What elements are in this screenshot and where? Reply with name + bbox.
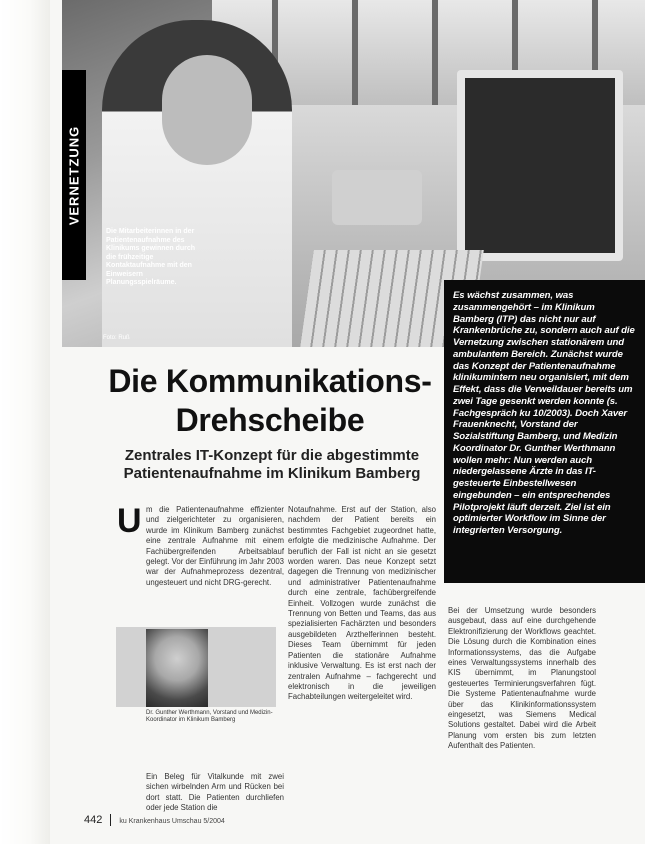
page-gutter [0,0,50,844]
magazine-name: ku Krankenhaus Umschau 5/2004 [119,818,225,825]
body-column-3 [448,606,596,752]
photo-credit: Foto: Ruß [103,335,130,341]
section-label-text: VERNETZUNG [66,125,82,225]
body-column-2-text: Notaufnahme. Erst auf der Station, also nachdem der Patient bereits ein bestimmtes Fachgebiet zugeordnet hatte, erfolgte die medizinische Aufnahme. Der beruflich der Fall ist nicht an sie gesetzt worden waren. Das neue Konzept setzt dagegen die Trennung von medizinischer und administrativer Patientenaufnahme durch eine zentrale, fachübergreifende Einheit. Vollzogen wurde zunächst die Trennung von Betten und Teams, das aus spezialisierten Fachärzten und besonders ausgebildeten Arzthelferinnen besteht. Dieses Team übernimmt für jeden Patienten die stationäre Aufnahme inklusive Verwaltung. Es ist erst nach der zentralen Aufnahme – fachgerecht und elektronisch in die jeweiligen Fachabteilungen weitergeleitet wird. [288,505,436,702]
portrait-caption: Dr. Gunther Werthmann, Vorstand und Medizin-Koordinator im Klinikum Bamberg [146,710,273,724]
page-number: 442 [84,814,103,826]
section-label [62,70,86,280]
body-column-1-continued [146,772,284,814]
photo-caption: Die Mitarbeiterinnen in der Patientenaufnahme des Klinikums gewinnen durch die frühzeitige Kontaktaufnahme mit den Einweisern Planungsspielräume. [106,228,196,286]
subheadline: Zentrales IT-Konzept für die abgestimmte Patientenaufnahme im Klinikum Bamberg [123,447,421,482]
photo-face [162,55,252,165]
intro-callout [444,280,645,583]
callout-text: Es wächst zusammen, was zusammengehört – im Klinikum Bamberg (ITP) das nicht nur auf Krankenbrüche zu, sondern auch auf die Vernetzung zwischen stationärem und ambulantem Bereich. Zunächst wurde das Konzept der Patientenaufnahme klinikumintern neu organisiert, mit dem Effekt, dass die Verweildauer bereits um zwei Tage gesenkt werden konnte (s. Fachgespräch ku 10/2003). Doch Xaver Frauenknecht, Vorstand der Sozialstiftung Bamberg, und Medizin Koordinator Dr. Gunther Werthmann wollen mehr: Nun werden auch niedergelassene Ärzte in das IT-gesteuerte Einbestellwesen eingebunden – ein entsprechendes Pilotprojekt läuft derzeit. Ziel ist ein optimierter Workflow im Sinne der integrierten Versorgung. [453,290,635,536]
drop-cap: U [117,502,142,540]
body-column-1-text: m die Patientenaufnahme effizienter und zielgerichteter zu organisieren, wurde im Klinikum Bamberg zunächst eine zentrale Aufnahme mit einem Fachübergreifenden Arbeitsablauf gelegt. Vor der Einführung im Jahr 2003 war der Aufnahmeprozess dezentral, ungesteuert und nicht DRG-gerecht. [146,505,284,587]
footer-divider [110,814,111,826]
photo-monitor [457,70,623,261]
headline [80,362,460,440]
body-column-2 [288,505,436,703]
page-footer [84,814,225,826]
body-column-3-text: Bei der Umsetzung wurde besonders ausgebaut, dass auf eine durchgehende Elektronifizierung der Workflows geachtet. Die Lösung durch die Kombination eines Informationssystems, das die Aufgabe eines Verwaltungssystems innerhalb des KIS übernimmt, im Planungstool gesteuertes Terminierungsverfahren fügt. Die Systeme Patientenaufnahme wurde über das Klinikinformationssystem eingesetzt, was Siemens Medical Solutions gestaltet. Dabei wird die Arbeit Planung vom ersten bis zum letzten Aufenthalt des Patienten. [448,606,596,751]
headline-line1: Die Kommunikations- [108,363,432,399]
portrait-photo [146,629,208,707]
headline-line2: Drehscheibe [175,402,365,438]
body-column-1-bottom-text: Ein Beleg für Vitalkunde mit zwei sichen wirbelnden Arm und Rücken bei dort statt. Die Patienten durchliefen oder jede Station die [146,772,284,813]
photo-phone [332,170,422,225]
body-column-1 [146,505,284,588]
